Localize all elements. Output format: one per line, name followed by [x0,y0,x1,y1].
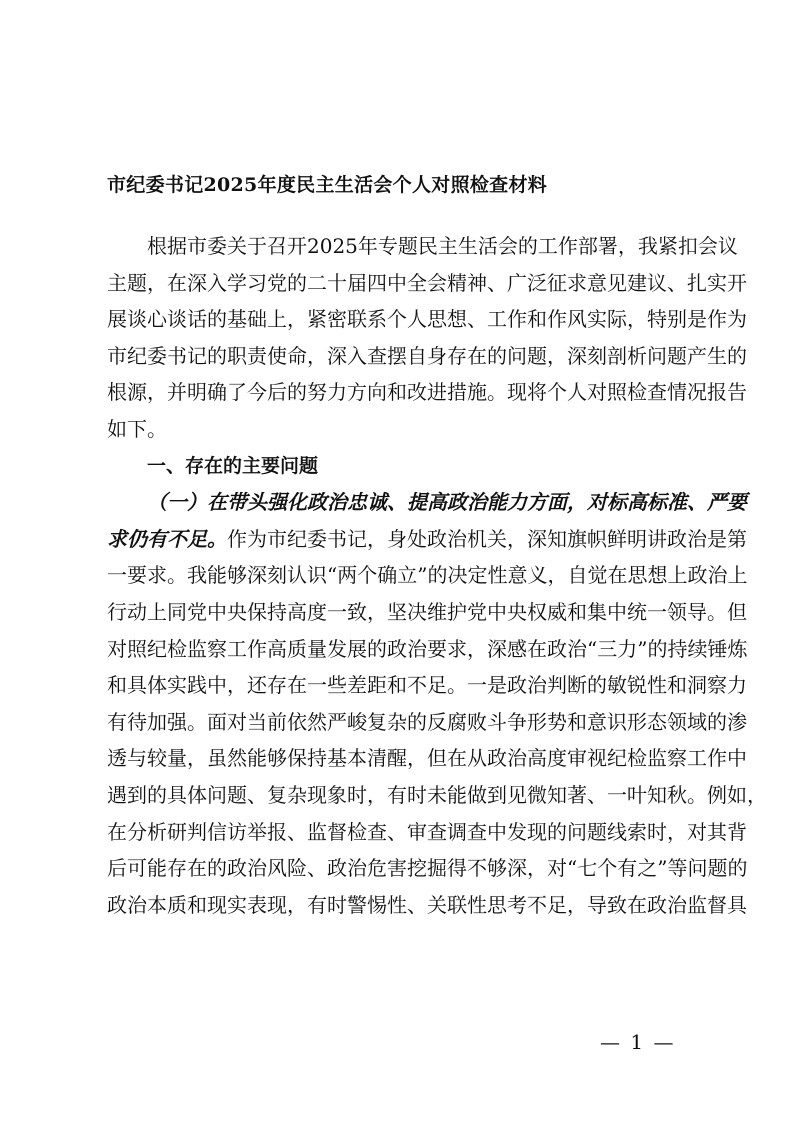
paragraph-line [107,521,747,558]
paragraph-line: 展谈心谈话的基础上，紧密联系个人思想、工作和作风实际，特别是作为 [107,307,747,332]
paragraph-line: 和具体实践中，还存在一些差距和不足。一是政治判断的敏锐性和洞察力 [107,673,747,698]
paragraph-line: 市纪委书记的职责使命，深入查摆自身存在的问题，深刻剖析问题产生的 [107,343,747,368]
subsection-heading-end: 求仍有不足。 [107,526,227,551]
page-number: — 1 — [600,1030,676,1054]
document-title: 市纪委书记2025年度民主生活会个人对照检查材料 [107,174,548,196]
subsection-1-paragraph [107,484,767,923]
paragraph-line: 对照纪检监察工作高质量发展的政治要求，深感在政治“三力”的持续锤炼 [107,636,748,661]
paragraph-line: 在分析研判信访举报、监督检查、审查调查中发现的问题线索时，对其背 [107,819,747,844]
document-body [107,228,767,923]
paragraph-line: 根据市委关于召开2025年专题民主生活会的工作部署，我紧扣会议 [147,234,738,258]
paragraph-text: 作为市纪委书记，身处政治机关，深知旗帜鲜明讲政治是第 [227,526,747,551]
paragraph-line: 行动上同党中央保持高度一致，坚决维护党中央权威和集中统一领导。但 [107,599,747,624]
paragraph-line: 后可能存在的政治风险、政治危害挖掘得不够深，对“七个有之”等问题的 [107,856,748,881]
paragraph-line: 根源，并明确了今后的努力方向和改进措施。现将个人对照检查情况报告 [107,380,747,405]
subsection-heading-line: （一）在带头强化政治忠诚、提高政治能力方面，对标高标准、严要 [147,490,747,515]
intro-paragraph [107,228,747,448]
paragraph-line: 如下。 [107,416,167,441]
paragraph-line: 遇到的具体问题、复杂现象时，有时未能做到见微知著、一叶知秋。例如， [107,782,767,807]
paragraph-line: 透与较量，虽然能够保持基本清醒，但在从政治高度审视纪检监察工作中 [107,746,747,771]
paragraph-line: 有待加强。面对当前依然严峻复杂的反腐败斗争形势和意识形态领域的渗 [107,709,747,734]
paragraph-line: 主题，在深入学习党的二十届四中全会精神、广泛征求意见建议、扎实开 [107,270,747,295]
section-heading: 一、存在的主要问题 [147,454,319,477]
paragraph-line: 政治本质和现实表现，有时警惕性、关联性思考不足，导致在政治监督具 [107,892,747,917]
paragraph-line: 一要求。我能够深刻认识“两个确立”的决定性意义，自觉在思想上政治上 [107,563,748,588]
